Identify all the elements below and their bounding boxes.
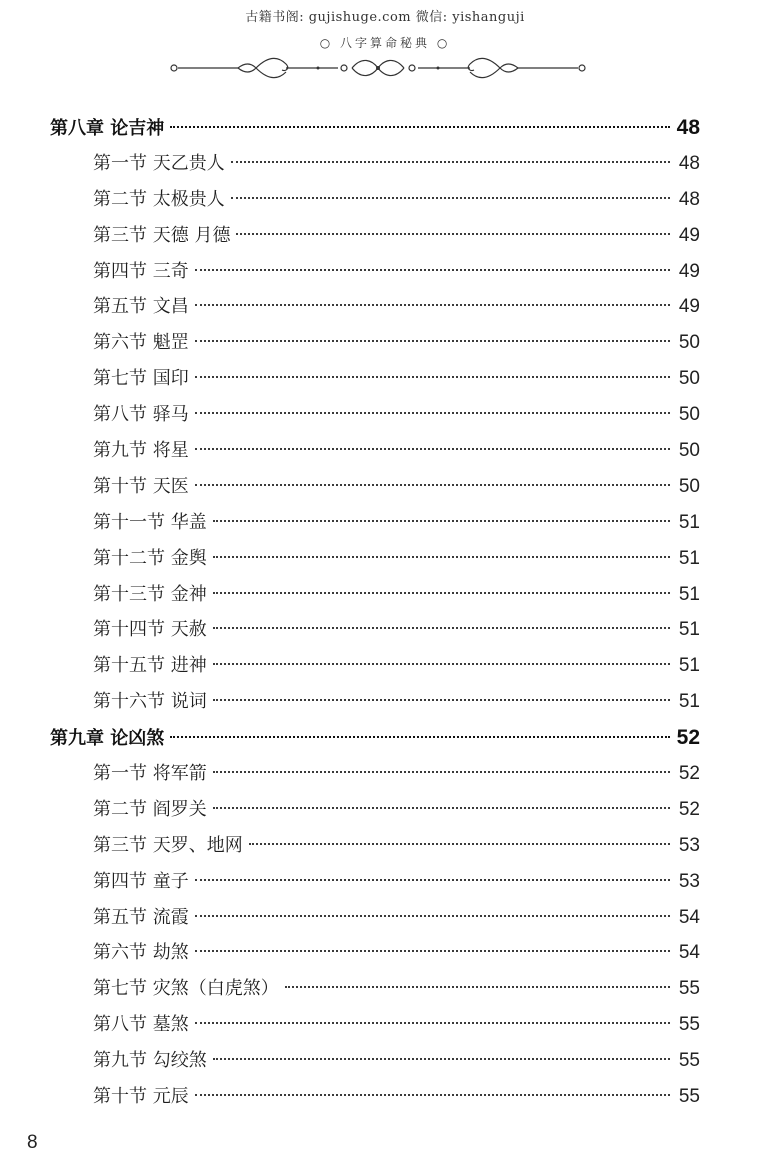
dot-leader: [231, 161, 670, 163]
toc-section[interactable]: [50, 182, 700, 218]
toc-entry-page: 51: [678, 691, 700, 713]
toc-entry-page: 54: [678, 906, 700, 928]
toc-entry-title: 第二节 太极贵人: [93, 188, 225, 210]
toc-entry-page: 52: [676, 726, 700, 750]
dot-leader: [195, 915, 670, 917]
toc-entry-title: 第十四节 天赦: [93, 619, 207, 641]
toc-entry-title: 第十六节 说词: [93, 691, 207, 713]
dot-leader: [213, 663, 670, 665]
toc-entry-page: 54: [678, 942, 700, 964]
decorative-ornament: [168, 50, 588, 86]
toc-entry-title: 第十三节 金神: [93, 583, 207, 605]
toc-entry-title: 第九节 勾绞煞: [93, 1050, 207, 1072]
toc-entry-title: 第七节 灾煞（白虎煞）: [93, 978, 279, 1000]
toc-section[interactable]: [50, 684, 700, 720]
dot-leader: [249, 843, 670, 845]
toc-entry-page: 51: [678, 511, 700, 533]
toc-entry-page: 52: [678, 798, 700, 820]
watermark-text: 古籍书阁: gujishuge.com 微信: yishanguji: [245, 10, 525, 25]
toc-chapter-9[interactable]: [50, 720, 700, 756]
toc-entry-title: 第四节 三奇: [93, 260, 189, 282]
toc-section[interactable]: [50, 541, 700, 577]
dot-leader: [285, 986, 670, 988]
book-title: 八字算命秘典: [339, 36, 430, 50]
toc-entry-title: 第九章 论凶煞: [50, 728, 165, 750]
toc-entry-title: 第三节 天罗、地网: [93, 834, 243, 856]
toc-section[interactable]: [50, 900, 700, 936]
toc-entry-page: 51: [678, 619, 700, 641]
dot-leader: [195, 304, 670, 306]
toc-entry-page: 55: [678, 1014, 700, 1036]
toc-entry-page: 49: [678, 224, 700, 246]
toc-entry-title: 第六节 魁罡: [93, 332, 189, 354]
toc-section[interactable]: [50, 146, 700, 182]
dot-leader: [195, 484, 670, 486]
toc-entry-title: 第五节 文昌: [93, 296, 189, 318]
toc-section[interactable]: [50, 218, 700, 254]
toc-section[interactable]: [50, 505, 700, 541]
toc-entry-title: 第一节 将军箭: [93, 763, 207, 785]
toc-section[interactable]: [50, 254, 700, 290]
toc-entry-page: 49: [678, 296, 700, 318]
toc-entry-page: 51: [678, 583, 700, 605]
toc-section[interactable]: [50, 864, 700, 900]
toc-section[interactable]: [50, 971, 700, 1007]
toc-section[interactable]: [50, 1043, 700, 1079]
toc-section[interactable]: [50, 648, 700, 684]
dot-leader: [213, 699, 670, 701]
toc-section[interactable]: [50, 935, 700, 971]
toc-entry-title: 第七节 国印: [93, 368, 189, 390]
toc-section[interactable]: [50, 792, 700, 828]
dot-leader: [195, 448, 670, 450]
toc-entry-page: 53: [678, 834, 700, 856]
toc-entry-title: 第三节 天德 月德: [93, 224, 231, 246]
dot-leader: [213, 592, 670, 594]
dot-leader: [195, 412, 670, 414]
toc-section[interactable]: [50, 469, 700, 505]
toc-entry-title: 第一节 天乙贵人: [93, 152, 225, 174]
toc-entry-title: 第八章 论吉神: [50, 118, 165, 139]
header-dot-right: ○: [430, 36, 451, 50]
toc-entry-page: 50: [678, 368, 700, 390]
dot-leader: [170, 736, 670, 738]
header-dot-left: ○: [319, 36, 340, 50]
toc-section[interactable]: [50, 433, 700, 469]
toc-entry-page: 55: [678, 978, 700, 1000]
toc-entry-title: 第十二节 金舆: [93, 547, 207, 569]
toc-section[interactable]: [50, 577, 700, 613]
page-number: 8: [27, 1132, 38, 1153]
toc-section[interactable]: [50, 325, 700, 361]
table-of-contents: [50, 110, 700, 1115]
toc-entry-page: 50: [678, 440, 700, 462]
toc-entry-title: 第六节 劫煞: [93, 942, 189, 964]
dot-leader: [170, 126, 670, 128]
toc-entry-title: 第九节 将星: [93, 440, 189, 462]
dot-leader: [195, 950, 670, 952]
toc-entry-page: 55: [678, 1050, 700, 1072]
toc-section[interactable]: [50, 1079, 700, 1115]
toc-entry-page: 50: [678, 332, 700, 354]
toc-section[interactable]: [50, 289, 700, 325]
dot-leader: [213, 556, 670, 558]
toc-section[interactable]: [50, 361, 700, 397]
running-header-title: [0, 34, 770, 51]
dot-leader: [213, 807, 670, 809]
toc-entry-page: 53: [678, 870, 700, 892]
dot-leader: [231, 197, 670, 199]
toc-entry-title: 第十节 天医: [93, 475, 189, 497]
toc-entry-page: 50: [678, 475, 700, 497]
toc-entry-title: 第十五节 进神: [93, 655, 207, 677]
toc-entry-title: 第八节 墓煞: [93, 1014, 189, 1036]
dot-leader: [213, 1058, 670, 1060]
toc-entry-page: 49: [678, 260, 700, 282]
toc-entry-title: 第二节 阎罗关: [93, 798, 207, 820]
dot-leader: [213, 771, 670, 773]
toc-section[interactable]: [50, 397, 700, 433]
toc-section[interactable]: [50, 612, 700, 648]
dot-leader: [236, 233, 670, 235]
toc-entry-title: 第四节 童子: [93, 870, 189, 892]
toc-entry-title: 第八节 驿马: [93, 404, 189, 426]
toc-entry-page: 51: [678, 655, 700, 677]
dot-leader: [213, 627, 670, 629]
dot-leader: [195, 1022, 670, 1024]
toc-entry-title: 第十一节 华盖: [93, 511, 207, 533]
toc-entry-title: 第五节 流霞: [93, 906, 189, 928]
toc-entry-page: 48: [678, 188, 700, 210]
toc-entry-page: 55: [678, 1086, 700, 1108]
dot-leader: [213, 520, 670, 522]
toc-section[interactable]: [50, 756, 700, 792]
toc-entry-page: 48: [676, 116, 700, 139]
dot-leader: [195, 340, 670, 342]
toc-entry-page: 48: [678, 152, 700, 174]
toc-section[interactable]: [50, 1007, 700, 1043]
toc-chapter-8[interactable]: [50, 110, 700, 146]
toc-entry-page: 51: [678, 547, 700, 569]
toc-section[interactable]: [50, 828, 700, 864]
toc-entry-page: 50: [678, 404, 700, 426]
dot-leader: [195, 376, 670, 378]
dot-leader: [195, 269, 670, 271]
dot-leader: [195, 1094, 670, 1096]
dot-leader: [195, 879, 670, 881]
toc-entry-title: 第十节 元辰: [93, 1086, 189, 1108]
toc-entry-page: 52: [678, 763, 700, 785]
